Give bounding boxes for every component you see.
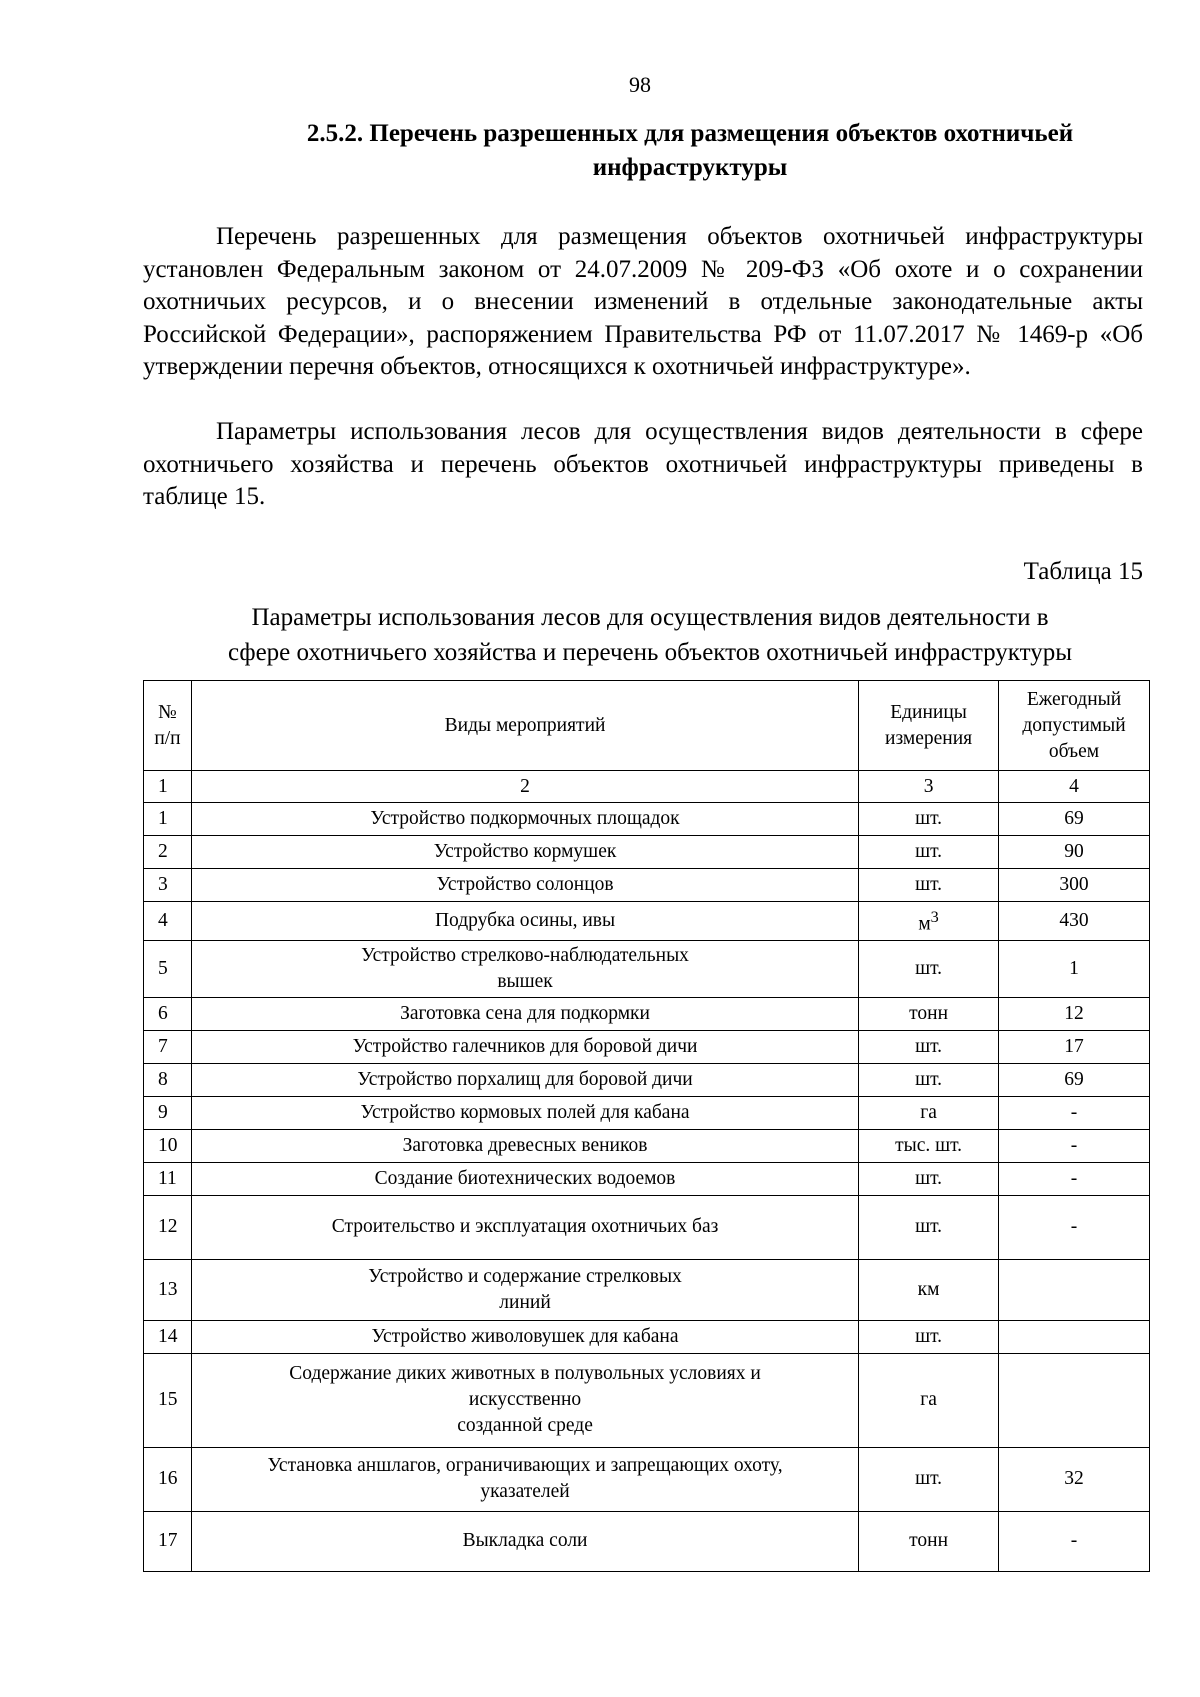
row-unit-text: шт.	[915, 874, 943, 895]
row-volume: -	[999, 1129, 1150, 1162]
row-activity-line: Устройство кормовых полей для кабана	[360, 1101, 690, 1123]
row-activity-line: указателей	[480, 1481, 570, 1502]
row-number: 16	[144, 1447, 192, 1511]
row-activity-line: Устройство солонцов	[436, 874, 614, 895]
table-row	[144, 940, 1150, 997]
row-activity	[191, 902, 858, 941]
row-number: 3	[144, 869, 192, 902]
row-number: 5	[144, 940, 192, 997]
row-activity	[191, 1259, 858, 1320]
row-activity	[191, 1129, 858, 1162]
row-volume: 90	[999, 836, 1150, 869]
row-unit	[859, 803, 999, 836]
row-unit	[859, 1511, 999, 1571]
table-row	[144, 1063, 1150, 1096]
row-activity-line: Установка аншлагов, ограничивающих и запрещающих охоту,	[267, 1455, 783, 1476]
row-unit-text: шт.	[915, 1325, 943, 1347]
table-label: Таблица 15	[1023, 558, 1143, 585]
row-activity	[191, 1030, 858, 1063]
header-activity: Виды мероприятий	[191, 681, 858, 771]
row-unit-text: га	[920, 1101, 937, 1123]
table-row	[144, 1447, 1150, 1511]
row-unit	[859, 1096, 999, 1129]
row-activity	[191, 1162, 858, 1195]
table-body	[144, 803, 1150, 1572]
row-activity-line: Строительство и эксплуатация охотничьих баз	[331, 1216, 719, 1237]
row-unit	[859, 940, 999, 997]
row-unit	[859, 869, 999, 902]
table-row	[144, 1129, 1150, 1162]
row-activity	[191, 1320, 858, 1353]
row-number: 13	[144, 1259, 192, 1320]
table-header-row	[144, 681, 1150, 771]
header-number-line2: п/п	[154, 727, 181, 749]
row-number: 1	[144, 803, 192, 836]
row-unit	[859, 1320, 999, 1353]
header-volume-line3: объем	[1048, 740, 1100, 762]
row-activity-line: Устройство подкормочных площадок	[370, 808, 680, 829]
row-number: 12	[144, 1195, 192, 1259]
section-heading-line1: 2.5.2. Перечень разрешенных для размещения объектов охотничьей	[306, 120, 1074, 147]
row-activity-line: Устройство галечников для боровой дичи	[352, 1035, 698, 1057]
row-volume: -	[999, 1162, 1150, 1195]
row-activity-line: Создание биотехнических водоемов	[374, 1167, 676, 1189]
row-unit	[859, 902, 999, 941]
row-volume	[999, 1320, 1150, 1353]
row-activity	[191, 1511, 858, 1571]
table-row	[144, 1162, 1150, 1195]
row-activity	[191, 1447, 858, 1511]
row-unit	[859, 1353, 999, 1447]
row-activity	[191, 997, 858, 1030]
row-number: 8	[144, 1063, 192, 1096]
row-unit	[859, 997, 999, 1030]
column-number-1: 1	[144, 771, 192, 803]
row-number: 10	[144, 1129, 192, 1162]
row-activity-line: созданной среде	[457, 1415, 593, 1436]
header-number-line1: №	[158, 701, 177, 723]
row-volume: 12	[999, 997, 1150, 1030]
table-row	[144, 1030, 1150, 1063]
table-caption-line1: Параметры использования лесов для осуществления видов деятельности в	[251, 604, 1049, 631]
row-unit-text: шт.	[915, 1035, 943, 1057]
table-row	[144, 803, 1150, 836]
row-unit-text: шт.	[915, 1068, 943, 1090]
row-volume: -	[999, 1096, 1150, 1129]
row-activity-line: Устройство и содержание стрелковых	[368, 1265, 682, 1287]
row-volume: 17	[999, 1030, 1150, 1063]
row-activity-line: Содержание диких животных в полувольных условиях и	[289, 1363, 761, 1384]
row-activity-line: линий	[499, 1291, 551, 1313]
row-volume	[999, 1259, 1150, 1320]
row-number: 4	[144, 902, 192, 941]
row-activity-line: вышек	[497, 970, 553, 992]
header-volume-line2: допустимый	[1022, 714, 1126, 736]
row-activity-line: Устройство живоловушек для кабана	[371, 1325, 679, 1347]
body-paragraph-2: Параметры использования лесов для осуществления видов деятельности в сфере охотничьего хозяйства и перечень объектов охотничьей инфраструктуры приведены в таблице 15.	[143, 418, 1143, 510]
row-activity	[191, 1195, 858, 1259]
body-paragraph-1: Перечень разрешенных для размещения объектов охотничьей инфраструктуры установлен Федеральным законом от 24.07.2009 № 209-ФЗ «Об охоте и о сохранении охотничьих ресурсов, и о внесении изменений в отдельные законодательные акты Российской Федерации», распоряжением Правительства РФ от 11.07.2017 № 1469-р «Об утверждении перечня объектов, относящихся к охотничьей инфраструктуре».	[143, 223, 1143, 380]
table-row	[144, 1096, 1150, 1129]
row-unit-text: шт.	[915, 1216, 943, 1237]
table-row	[144, 1195, 1150, 1259]
section-heading-line2: инфраструктуры	[592, 154, 788, 181]
table-row	[144, 902, 1150, 941]
row-number: 6	[144, 997, 192, 1030]
row-number: 17	[144, 1511, 192, 1571]
row-unit-text: тонн	[909, 1002, 949, 1024]
row-activity	[191, 803, 858, 836]
row-volume: 300	[999, 869, 1150, 902]
row-activity-line: Подрубка осины, ивы	[434, 909, 616, 931]
table-row	[144, 836, 1150, 869]
table-row	[144, 869, 1150, 902]
row-volume: 32	[999, 1447, 1150, 1511]
row-volume: -	[999, 1511, 1150, 1571]
row-volume: 69	[999, 1063, 1150, 1096]
column-number-3: 3	[859, 771, 999, 803]
row-number: 2	[144, 836, 192, 869]
header-number	[144, 681, 192, 771]
row-activity-line: Устройство порхалищ для боровой дичи	[357, 1068, 693, 1090]
row-unit-text: тыс. шт.	[895, 1134, 963, 1156]
row-unit-superscript: 3	[930, 908, 939, 926]
row-unit	[859, 1030, 999, 1063]
header-volume-line1: Ежегодный	[1026, 688, 1122, 710]
row-unit	[859, 1259, 999, 1320]
row-unit	[859, 1129, 999, 1162]
header-unit-line2: измерения	[885, 727, 973, 749]
row-unit-text: шт.	[915, 808, 943, 829]
row-number: 9	[144, 1096, 192, 1129]
row-activity-line: Заготовка сена для подкормки	[400, 1002, 650, 1024]
column-number-row	[144, 771, 1150, 803]
row-activity	[191, 1353, 858, 1447]
row-unit	[859, 1162, 999, 1195]
header-unit	[859, 681, 999, 771]
row-activity-line: Устройство стрелково-наблюдательных	[361, 944, 689, 966]
row-unit	[859, 1195, 999, 1259]
row-unit-text: шт.	[915, 957, 943, 979]
row-activity	[191, 836, 858, 869]
column-number-2: 2	[191, 771, 858, 803]
row-unit-text: м	[918, 913, 931, 935]
row-activity	[191, 940, 858, 997]
row-volume: 69	[999, 803, 1150, 836]
row-number: 15	[144, 1353, 192, 1447]
row-volume	[999, 1353, 1150, 1447]
row-volume: 430	[999, 902, 1150, 941]
row-activity	[191, 1096, 858, 1129]
row-unit-text: га	[920, 1389, 937, 1410]
row-activity	[191, 1063, 858, 1096]
page-number: 98	[629, 72, 651, 97]
row-unit	[859, 1063, 999, 1096]
table-caption	[150, 600, 1150, 670]
row-number: 11	[144, 1162, 192, 1195]
row-volume: -	[999, 1195, 1150, 1259]
row-unit	[859, 1447, 999, 1511]
row-unit	[859, 836, 999, 869]
row-unit-text: шт.	[915, 1167, 943, 1189]
table-row	[144, 1511, 1150, 1571]
row-activity-line: Выкладка соли	[462, 1530, 588, 1551]
row-unit-text: шт.	[915, 1468, 943, 1489]
activities-table	[143, 680, 1150, 1572]
row-unit-text: тонн	[909, 1530, 949, 1551]
table-row	[144, 997, 1150, 1030]
table-row	[144, 1320, 1150, 1353]
row-number: 7	[144, 1030, 192, 1063]
header-unit-line1: Единицы	[890, 701, 967, 723]
table-row	[144, 1353, 1150, 1447]
table-row	[144, 1259, 1150, 1320]
row-activity-line: Устройство кормушек	[433, 841, 617, 862]
column-number-4: 4	[999, 771, 1150, 803]
section-heading	[230, 117, 1150, 185]
row-activity	[191, 869, 858, 902]
row-number: 14	[144, 1320, 192, 1353]
row-volume: 1	[999, 940, 1150, 997]
row-unit-text: км	[917, 1278, 940, 1300]
row-unit-text: шт.	[915, 841, 943, 862]
header-volume	[999, 681, 1150, 771]
table-caption-line2: сфере охотничьего хозяйства и перечень объектов охотничьей инфраструктуры	[227, 639, 1073, 666]
row-activity-line: Заготовка древесных веников	[402, 1134, 648, 1156]
row-activity-line: искусственно	[468, 1389, 582, 1410]
